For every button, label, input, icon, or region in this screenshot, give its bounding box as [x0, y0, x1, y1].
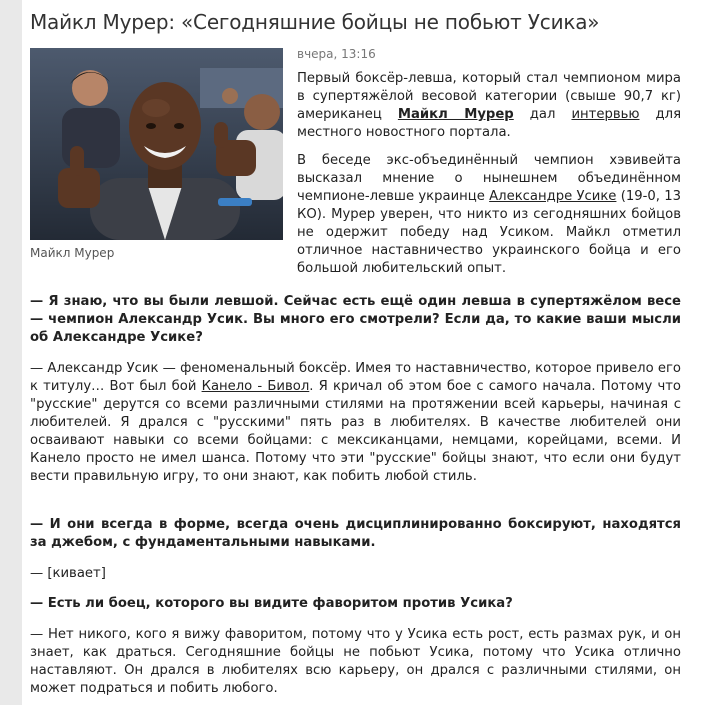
interview-link[interactable]: интервью — [571, 107, 640, 122]
intro-text-3: для местного новостного портала. — [297, 107, 682, 140]
question-1: — Я знаю, что вы были левшой. Сейчас есть ещё один левша в супертяжёлом весе — чемпион Александр Усик. Вы много его смотрели? Если да, то какие ваши мысли об Александре Усике? — [30, 294, 681, 345]
moorer-link[interactable]: Майкл Мурер — [397, 107, 514, 122]
second-paragraph — [297, 152, 681, 278]
article-photo — [30, 48, 283, 240]
answer-2: — [кивает] — [30, 566, 106, 581]
article-title: Майкл Мурер: «Сегодняшние бойцы не побьют Усика» — [30, 10, 600, 34]
intro-text-2: дал — [513, 107, 572, 122]
answer-1-text-2: . Я кричал об этом бое с самого начала. Потому что "русские" дерутся со всеми различными стилями на протяжении всей карьеры, начиная с любителей. Я дрался с "русскими" пять раз в любителях. В качестве любителей они осваивают навыки со всеми бойцами: с мексиканцами, немцами, корейцами, всеми. И Канело просто не имел шанса. Потому что эти "русские" бойцы знают, что если они будут вести правильную игру, то они знают, как побить любой стиль. — [30, 379, 681, 484]
question-2: — И они всегда в форме, всегда очень дисциплинированно боксируют, находятся за джебом, с фундаментальными навыками. — [30, 517, 681, 550]
intro-column — [297, 70, 681, 288]
question-3: — Есть ли боец, которого вы видите фаворитом против Усика? — [30, 596, 513, 611]
answer-3: — Нет никого, кого я вижу фаворитом, потому что у Усика есть рост, есть размах рук, и он знает, как драться. Сегодняшние бойцы не побьют Усика, потому что Усика отлично наставляют. Он дрался в любителях всю карьеру, он дрался с различными стилями, он может подраться и побить любого. — [30, 627, 681, 696]
boxer-photo-illustration — [30, 48, 283, 240]
intro-paragraph — [297, 70, 681, 142]
intro-text-1: Первый боксёр-левша, который стал чемпионом мира в супертяжёлой весовой категории (свыше 90,7 кг) американец — [297, 71, 681, 122]
para2-text-1: В беседе экс-объединённый чемпион хэвивейта высказал мнение о нынешнем объединённом чемпионе-левше украинце — [297, 153, 681, 204]
canelo-bivol-link[interactable]: Канело - Бивол — [201, 379, 310, 394]
answer-1-text-1: — Александр Усик — феноменальный боксёр. Имея то наставничество, которое привело его к титулу… Вот был бой — [30, 361, 681, 394]
publish-date: вчера, 13:16 — [297, 47, 376, 61]
photo-caption: Майкл Мурер — [30, 246, 115, 260]
article-page — [22, 0, 702, 705]
para2-text-2: (19-0, 13 КО). Мурер уверен, что никто из сегодняшних бойцов не одержит победу над Усиком. Майкл отметил отличное наставничество украинского бойца и его большой любительский опыт. — [297, 189, 682, 276]
usik-link[interactable]: Александре Усике — [489, 189, 617, 204]
answer-1 — [30, 360, 681, 486]
